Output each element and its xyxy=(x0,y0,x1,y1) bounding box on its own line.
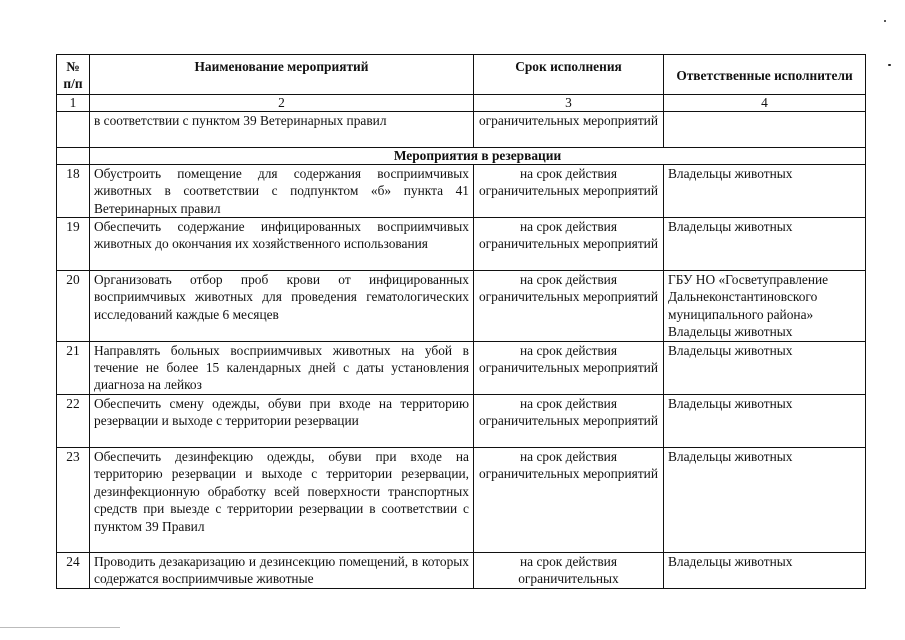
measure-term: на срок действия ограничительных мероприятий xyxy=(474,341,664,394)
row-number: 21 xyxy=(57,341,90,394)
row-number: 20 xyxy=(57,271,90,342)
scan-speck xyxy=(888,64,891,66)
row-number: 19 xyxy=(57,218,90,271)
continuation-row xyxy=(57,111,866,147)
scan-speck xyxy=(884,20,886,22)
measure-term: на срок действия ограничительных xyxy=(474,552,664,588)
measure-name: Обеспечить дезинфекцию одежды, обуви при входе на территорию резервации и выходе с территории резервации, дезинфекционную обработку всей поверхности транспортных средств при выезде с территории резервации в соответствии с пунктом 39 Правил xyxy=(90,447,474,552)
measure-responsible: Владельцы животных xyxy=(664,164,866,217)
table-row xyxy=(57,218,866,271)
measure-name: Обустроить помещение для содержания восприимчивых животных в соответствии с подпунктом «б» пункта 41 Ветеринарных правил xyxy=(90,164,474,217)
header-name: Наименование мероприятий xyxy=(90,55,474,95)
table-row xyxy=(57,341,866,394)
column-index: 4 xyxy=(664,94,866,111)
header-num: № п/п xyxy=(57,55,90,95)
measure-responsible: Владельцы животных xyxy=(664,447,866,552)
section-title: Мероприятия в резервации xyxy=(90,147,866,164)
column-index: 2 xyxy=(90,94,474,111)
measure-term: на срок действия ограничительных мероприятий xyxy=(474,447,664,552)
measure-responsible: Владельцы животных xyxy=(664,552,866,588)
row-number: 22 xyxy=(57,394,90,447)
measure-term: на срок действия ограничительных мероприятий xyxy=(474,394,664,447)
scan-edge-line xyxy=(0,627,120,628)
measure-term: на срок действия ограничительных мероприятий xyxy=(474,164,664,217)
measure-name: Обеспечить смену одежды, обуви при входе на территорию резервации и выходе с территории резервации xyxy=(90,394,474,447)
column-index: 1 xyxy=(57,94,90,111)
measure-name: Проводить дезакаризацию и дезинсекцию помещений, в которых содержатся восприимчивые животные xyxy=(90,552,474,588)
measure-name: в соответствии с пунктом 39 Ветеринарных правил xyxy=(90,111,474,147)
measure-name: Организовать отбор проб крови от инфицированных восприимчивых животных для проведения гематологических исследований каждые 6 месяцев xyxy=(90,271,474,342)
measure-responsible: Владельцы животных xyxy=(664,218,866,271)
table-row xyxy=(57,271,866,342)
measures-table xyxy=(56,54,866,589)
table-header-row xyxy=(57,55,866,95)
row-number xyxy=(57,111,90,147)
measure-name: Направлять больных восприимчивых животных на убой в течение не более 15 календарных дней с даты установления диагноза на лейкоз xyxy=(90,341,474,394)
row-number: 24 xyxy=(57,552,90,588)
table-row xyxy=(57,394,866,447)
section-num-cell xyxy=(57,147,90,164)
table-row xyxy=(57,552,866,588)
table-row xyxy=(57,447,866,552)
header-term: Срок исполнения xyxy=(474,55,664,95)
measure-term: на срок действия ограничительных мероприятий xyxy=(474,271,664,342)
measure-term: ограничительных мероприятий xyxy=(474,111,664,147)
section-row xyxy=(57,147,866,164)
header-resp: Ответственные исполнители xyxy=(664,55,866,95)
row-number: 23 xyxy=(57,447,90,552)
column-index: 3 xyxy=(474,94,664,111)
measure-name: Обеспечить содержание инфицированных восприимчивых животных до окончания их хозяйственного использования xyxy=(90,218,474,271)
measure-responsible: Владельцы животных xyxy=(664,341,866,394)
row-number: 18 xyxy=(57,164,90,217)
table-row xyxy=(57,164,866,217)
measure-responsible: Владельцы животных xyxy=(664,394,866,447)
column-index-row xyxy=(57,94,866,111)
measure-responsible xyxy=(664,111,866,147)
measure-term: на срок действия ограничительных мероприятий xyxy=(474,218,664,271)
measure-responsible: ГБУ НО «Госветуправление Дальнеконстантиновского муниципального района» Владельцы животных xyxy=(664,271,866,342)
